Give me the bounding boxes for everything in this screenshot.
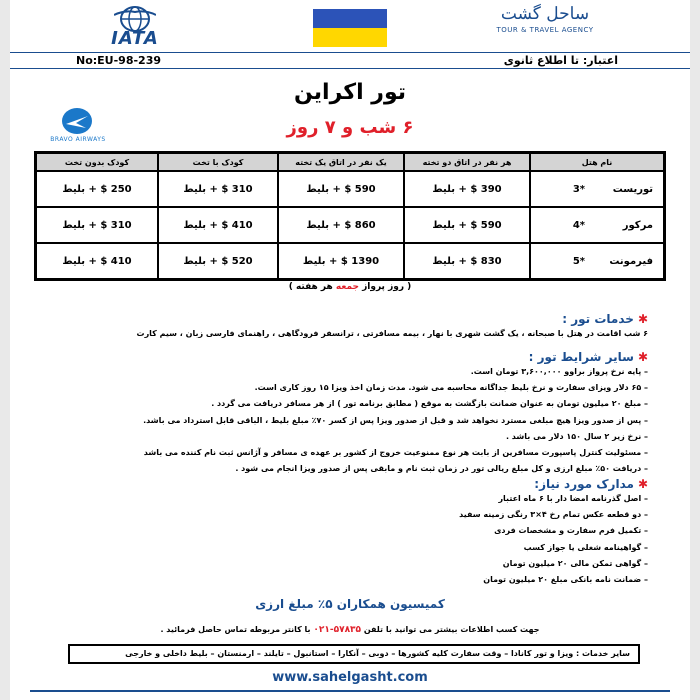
documents-list xyxy=(28,491,648,588)
asterisk-icon: ✱ xyxy=(637,312,648,326)
list-item: – گواهی تمکن مالی ۲۰ میلیون تومان xyxy=(502,558,648,568)
col-child-nobed: کودک بدون تخت xyxy=(36,153,158,171)
col-double: هر نفر در اتاق دو تخته xyxy=(404,153,530,171)
price-child-nobed: 310 $ + بلیط xyxy=(36,207,158,243)
price-child-nobed: 250 $ + بلیط xyxy=(36,171,158,207)
info-bar xyxy=(10,52,690,69)
section-title xyxy=(28,350,648,364)
section-title-text: مدارک مورد نیاز: xyxy=(534,477,634,491)
header xyxy=(10,0,690,52)
airplane-wing-icon xyxy=(62,108,92,134)
iata-logo xyxy=(80,6,190,49)
hotel-cell xyxy=(530,171,664,207)
hotel-stars: 3* xyxy=(572,183,585,195)
table-row xyxy=(36,243,664,279)
agency-logo xyxy=(485,4,605,46)
col-child-bed: کودک با تخت xyxy=(158,153,278,171)
conditions-section xyxy=(28,350,648,477)
tour-duration: ۶ شب و ۷ روز xyxy=(286,117,414,138)
agency-name: ساحل گشت xyxy=(500,4,590,24)
other-services-box: سایر خدمات : ویزا و تور کانادا – وقت سفارت کلیه کشورها – دوبی – آنکارا – استانبول – تایلند – ارمنستان – بلیط داخلی و خارجی xyxy=(68,644,640,664)
table-row xyxy=(36,171,664,207)
divider xyxy=(30,690,670,692)
flag-blue-stripe xyxy=(313,9,387,28)
flight-day-highlight: جمعه xyxy=(335,282,359,292)
ukraine-flag xyxy=(313,9,387,47)
validity-text: اعتبار: تا اطلاع ثانوی xyxy=(503,54,618,67)
col-single: یک نفر در اتاق یک تخته xyxy=(278,153,404,171)
hotel-name: مرکور xyxy=(622,219,653,231)
contact-before: جهت کسب اطلاعات بیشتر می توانید با تلفن xyxy=(361,625,540,634)
phone-number[interactable]: ۵۷۸۳۵-۰۲۱ xyxy=(313,625,362,635)
airline-logo xyxy=(48,108,108,146)
list-item: – اصل گذرنامه امضا دار با ۶ ماه اعتبار xyxy=(498,494,648,503)
price-table xyxy=(34,151,666,281)
hotel-stars: 5* xyxy=(572,255,585,267)
website-link[interactable]: www.sahelgasht.com xyxy=(272,670,428,685)
price-child-bed: 310 $ + بلیط xyxy=(158,171,278,207)
flyer-page xyxy=(10,0,690,700)
price-child-nobed: 410 $ + بلیط xyxy=(36,243,158,279)
list-item: – پس از صدور ویزا هیچ مبلغی مسترد نخواهد شد و قبل از صدور ویزا پس از کسر ۷۰٪ مبلغ بلیط ، الباقی قابل استرداد می باشد. xyxy=(143,415,648,425)
hotel-cell xyxy=(530,207,664,243)
price-double: 830 $ + بلیط xyxy=(404,243,530,279)
services-text: ۶ شب اقامت در هتل با صبحانه ، یک گشت شهری با نهار ، بیمه مسافرتی ، ترانسفر فرودگاهی ، راهنمای فارسی زبان ، سیم کارت xyxy=(136,329,648,338)
col-hotel: نام هتل xyxy=(530,153,664,171)
list-item: – گواهینامه شغلی یا جواز کسب xyxy=(523,542,648,552)
list-item: – دریافت ۵۰٪ مبلغ ارزی و کل مبلغ ریالی تور در زمان ثبت نام و مابقی پس از صدور ویزا انجام می شود . xyxy=(235,464,648,474)
section-title-text: خدمات تور : xyxy=(562,312,634,326)
price-single: 1390 $ + بلیط xyxy=(278,243,404,279)
services-section xyxy=(28,312,648,342)
price-single: 860 $ + بلیط xyxy=(278,207,404,243)
list-item: – مبلغ ۲۰ میلیون تومان به عنوان ضمانت بازگشت به موقع ( مطابق برنامه تور ) از هر مسافر دریافت می گردد . xyxy=(211,399,648,409)
section-title xyxy=(28,477,648,491)
airline-name: BRAVO AIRWAYS xyxy=(50,136,106,143)
asterisk-icon: ✱ xyxy=(637,477,648,491)
documents-section xyxy=(28,477,648,588)
list-item: – ۶۵ دلار ویزای سفارت و نرخ بلیط جداگانه محاسبه می شود. مدت زمان اخذ ویزا ۱۵ روز کاری است. xyxy=(254,383,648,393)
hotel-stars: 4* xyxy=(572,219,585,231)
price-child-bed: 410 $ + بلیط xyxy=(158,207,278,243)
conditions-list xyxy=(28,364,648,477)
flight-day-after: هر هفته ) xyxy=(288,282,336,292)
list-item: – ضمانت نامه بانکی مبلغ ۲۰ میلیون تومان xyxy=(483,575,648,585)
contact-line xyxy=(10,625,690,635)
flag-yellow-stripe xyxy=(313,28,387,47)
asterisk-icon: ✱ xyxy=(637,350,648,364)
price-child-bed: 520 $ + بلیط xyxy=(158,243,278,279)
table-row xyxy=(36,207,664,243)
hotel-name: توریست xyxy=(612,183,653,195)
flight-day-before: ( روز پرواز xyxy=(358,282,412,292)
hotel-cell xyxy=(530,243,664,279)
list-item: – تکمیل فرم سفارت و مشخصات فردی xyxy=(494,526,648,536)
list-item: – مسئولیت کنترل پاسپورت مسافرین از بابت هر نوع ممنوعیت خروج از کشور بر عهده ی مسافر و آژانس ثبت نام کننده می باشد xyxy=(143,448,648,458)
price-single: 590 $ + بلیط xyxy=(278,171,404,207)
agency-subtitle: TOUR & TRAVEL AGENCY xyxy=(496,26,594,34)
commission-text: کمیسیون همکاران ۵٪ مبلغ ارزی xyxy=(255,597,445,611)
contact-after: با کانتر مربوطه تماس حاصل فرمائید . xyxy=(160,625,314,634)
license-number: No:EU-98-239 xyxy=(76,54,162,67)
list-item: – پایه نرخ پرواز براوو ۳,۶۰۰,۰۰۰ تومان است. xyxy=(470,367,648,376)
hotel-name: فیرمونت xyxy=(609,255,653,267)
flight-day-note xyxy=(10,282,690,292)
section-title xyxy=(28,312,648,326)
price-double: 390 $ + بلیط xyxy=(404,171,530,207)
iata-text: IATA xyxy=(111,28,159,49)
price-double: 590 $ + بلیط xyxy=(404,207,530,243)
list-item: – دو قطعه عکس تمام رخ ۴×۳ رنگی زمینه سفید xyxy=(459,510,648,520)
section-title-text: سایر شرایط تور : xyxy=(528,350,634,364)
table-header-row xyxy=(36,153,664,171)
tour-title: تور اکراین xyxy=(294,80,406,105)
list-item: – نرخ زیر ۲ سال ۱۵۰ دلار می باشد . xyxy=(505,431,648,441)
